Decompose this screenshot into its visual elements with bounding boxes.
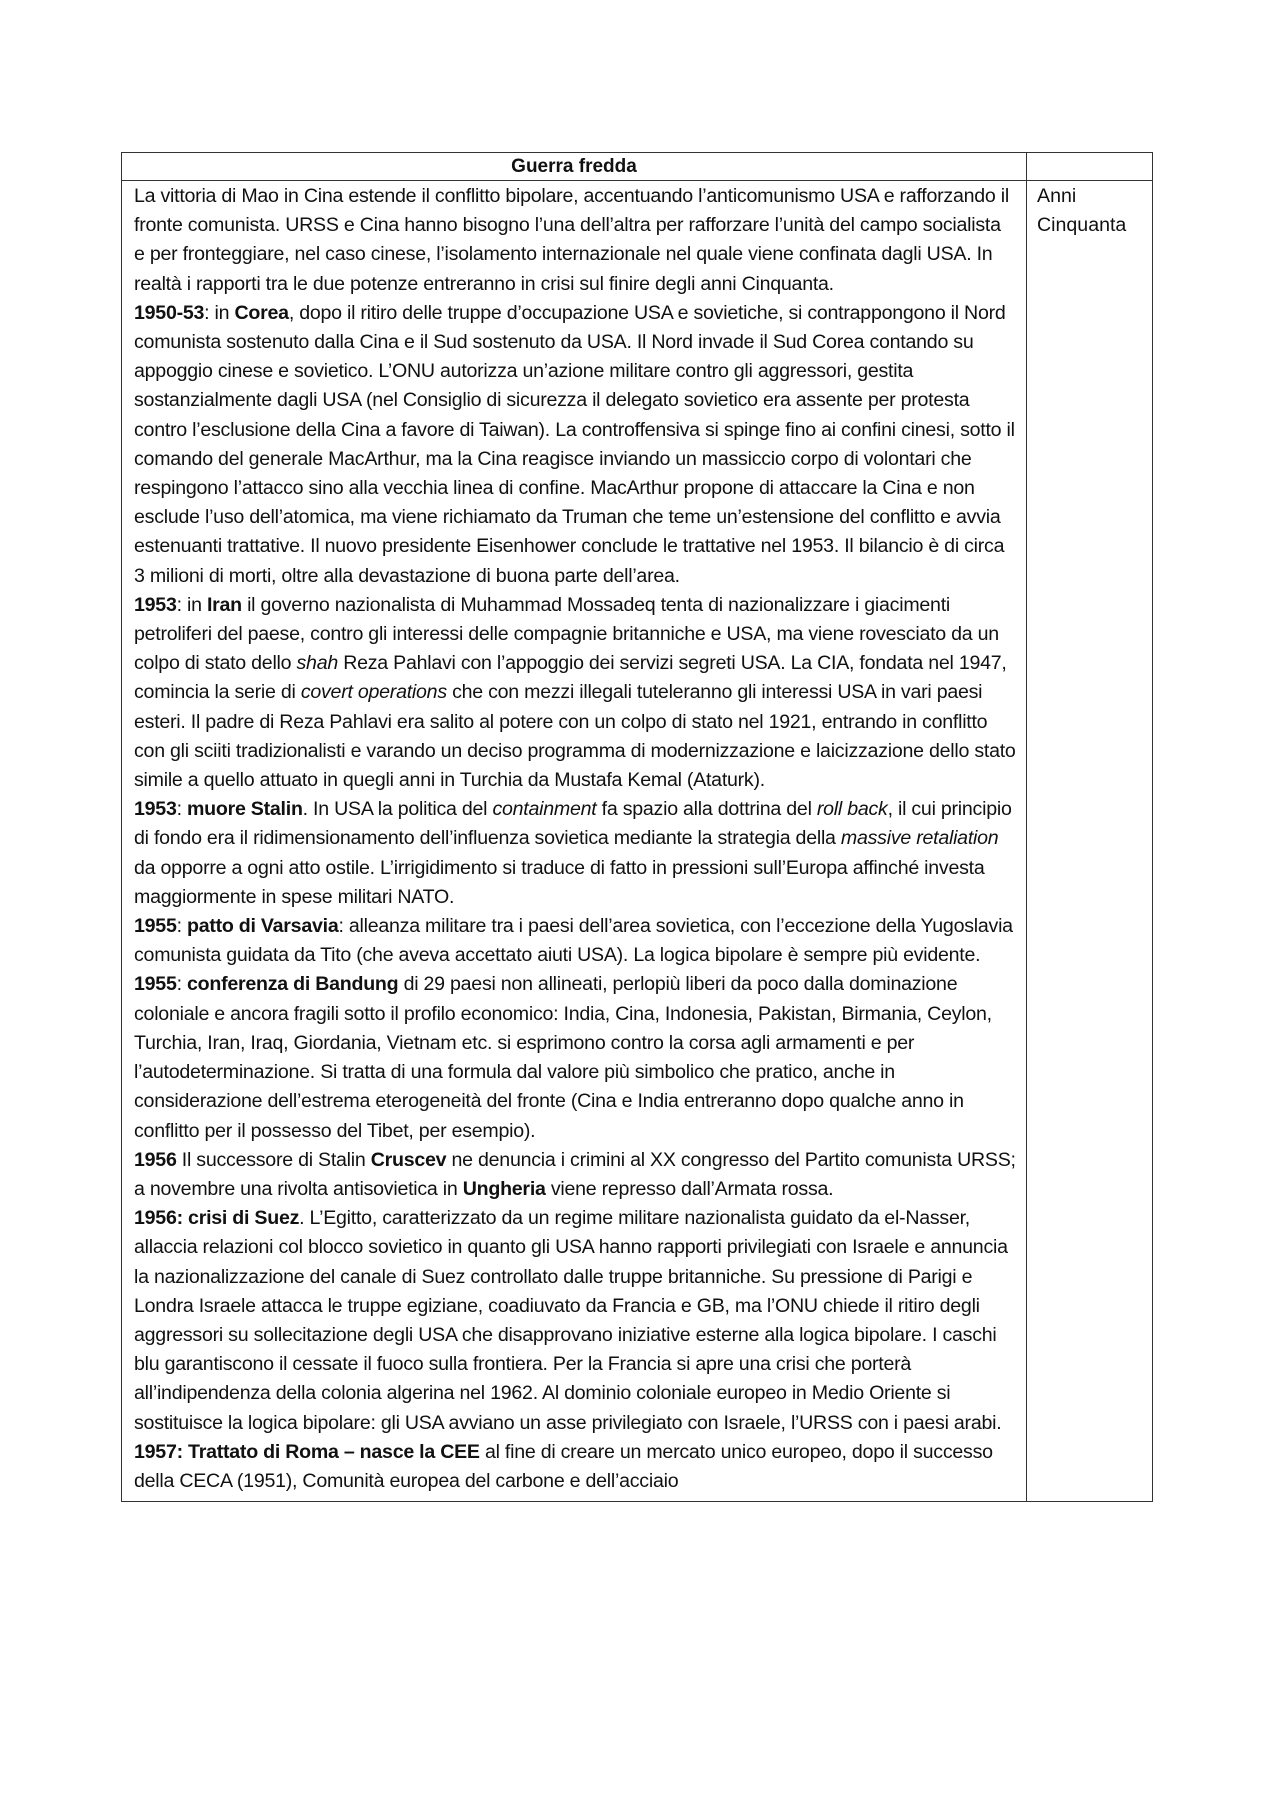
entry-italic: covert operations — [300, 681, 447, 704]
entry-text: al fine di creare un mercato unico europeo, dopo il successo della CECA (1951), Comunità europea del carbone e dell’acciaio — [134, 1440, 993, 1492]
table-body-row — [122, 181, 1153, 1502]
entry-text: da opporre a ogni atto ostile. L’irrigidimento si traduce di fatto in pressioni sull’Europa affinché investa maggiormente in spese militari NATO. — [134, 856, 985, 908]
entry-text: che con mezzi illegali tuteleranno gli interessi USA in vari paesi esteri. Il padre di Reza Pahlavi era salito al potere con un colpo di stato nel 1921, entrando in conflitto con gli sciiti tradizionalisti e varando un deciso programma di modernizzazione e laicizzazione dello stato simile a quello attuato in quegli anni in Turchia da Mustafa Kemal (Ataturk). — [134, 681, 1016, 792]
entry-date: 1953 — [134, 798, 177, 821]
entry-text: , dopo il ritiro delle truppe d’occupazione USA e sovietiche, si contrappongono il Nord comunista sostenuto dalla Cina e il Sud sostenuto da USA. Il Nord invade il Sud Corea contando su appoggio cinese e sovietico. L’ONU autorizza un’azione militare contro gli aggressori, gestita sostanzialmente dagli USA (nel Consiglio di sicurezza il delegato sovietico era assente per protesta contro l’esclusione della Cina a favore di Taiwan). La controffensiva si spinge fino ai confini cinesi, sotto il comando del generale MacArthur, ma la Cina reagisce inviando un massiccio corpo di volontari che respingono l’attacco sino alla vecchia linea di confine. MacArthur propone di attaccare la Cina e non esclude l’uso dell’atomica, ma viene richiamato da Truman che teme un’estensione del conflitto e avvia estenuanti trattative. Il nuovo presidente Eisenhower conclude le trattative nel 1953. Il bilancio è di circa 3 milioni di morti, oltre alla devastazione di buona parte dell’area. — [134, 301, 1015, 587]
entry-text: , il cui principio di fondo era il ridimensionamento dell’influenza sovietica mediante la strategia della — [134, 798, 1012, 850]
table-title: Guerra fredda — [122, 153, 1027, 181]
entry-date: 1956 — [134, 1148, 177, 1171]
entry-italic: containment — [492, 798, 597, 821]
entry-text: fa spazio alla dottrina del — [596, 798, 817, 821]
entry-head: 1956: crisi di Suez — [134, 1207, 300, 1230]
header-side-cell — [1027, 153, 1153, 181]
entry-name: Cruscev — [370, 1148, 447, 1171]
side-label-line: Cinquanta — [1037, 214, 1127, 237]
entry-iran — [134, 591, 1016, 795]
entry-text: viene represso dall’Armata rossa. — [545, 1177, 834, 1200]
entry-text: : in — [176, 593, 207, 616]
entry-italic: massive retaliation — [840, 827, 999, 850]
entry-head: muore Stalin — [186, 798, 303, 821]
entry-suez — [134, 1204, 1016, 1438]
history-table — [121, 152, 1153, 1502]
entry-text: di 29 paesi non allineati, perlopiù liberi da poco dalla dominazione coloniale e ancora fragili sotto il profilo economico: India, Cina, Indonesia, Pakistan, Birmania, Ceylon, Turchia, Iran, Iraq, Giordania, Vietnam etc. si esprimono contro la corsa agli armamenti e per l’autodeterminazione. Si tratta di una formula dal valore più simbolico che pratico, anche in considerazione dell’estrema eterogeneità del fronte (Cina e India entreranno dopo qualche anno in conflitto per il possesso del Tibet, per esempio). — [134, 973, 992, 1142]
table-header-row — [122, 153, 1153, 181]
entry-text: il governo nazionalista di Muhammad Mossadeq tenta di nazionalizzare i giacimenti petroliferi del paese, contro gli interessi delle compagnie britanniche e USA, ma viene rovesciato da un colpo di stato dello — [134, 593, 999, 675]
entry-head: conferenza di Bandung — [186, 973, 399, 996]
entry-head: 1957: Trattato di Roma – nasce la CEE — [134, 1440, 480, 1463]
entry-korea — [134, 299, 1016, 591]
side-label-line: Anni — [1037, 185, 1077, 207]
main-text-cell — [122, 181, 1027, 1502]
entry-text: : — [176, 798, 187, 821]
entry-text: . In USA la politica del — [302, 798, 493, 821]
entry-text: : — [176, 973, 187, 996]
entry-cruscev — [134, 1146, 1016, 1204]
entry-date: 1955 — [134, 915, 177, 938]
entry-text: : alleanza militare tra i paesi dell’area sovietica, con l’eccezione della Yugoslavia comunista guidata da Tito (che aveva accettato aiuti USA). La logica bipolare è sempre più evidente. — [134, 915, 1013, 967]
entry-italic: shah — [296, 652, 338, 675]
entry-bandung — [134, 970, 1016, 1145]
entry-varsavia — [134, 912, 1016, 970]
entry-text: . L’Egitto, caratterizzato da un regime militare nazionalista guidato da el-Nasser, allaccia relazioni col blocco sovietico in quanto gli USA hanno rapporti privilegiati con Israele e annuncia la nazionalizzazione del canale di Suez controllato dalle truppe britanniche. Su pressione di Parigi e Londra Israele attacca le truppe egiziane, coadiuvato da Francia e GB, ma l’ONU chiede il ritiro degli aggressori su sollecitazione degli USA che disapprovano iniziative esterne alla logica bipolare. I caschi blu garantiscono il cessate il fuoco sulla frontiera. Per la Francia si apre una crisi che porterà all’indipendenza della colonia algerina nel 1962. Al dominio coloniale europeo in Medio Oriente si sostituisce la logica bipolare: gli USA avviano un asse privilegiato con Israele, l’URSS con i paesi arabi. — [134, 1207, 1008, 1434]
entry-text: : in — [204, 301, 235, 324]
entry-text: Reza Pahlavi con l’appoggio dei servizi segreti USA. La CIA, fondata nel 1947, comincia la serie di — [134, 652, 1007, 704]
entry-date: 1950-53 — [134, 301, 205, 324]
entry-text: Il successore di Stalin — [176, 1148, 371, 1171]
entry-date: 1955 — [134, 973, 177, 996]
entry-text: : — [176, 915, 187, 938]
entry-place: Corea — [234, 301, 289, 324]
entry-text: ne denuncia i crimini al XX congresso del Partito comunista URSS; a novembre una rivolta antisovietica in — [134, 1148, 1016, 1200]
entry-place: Ungheria — [462, 1177, 546, 1200]
side-label-cell — [1027, 181, 1153, 1502]
entry-head: patto di Varsavia — [186, 915, 339, 938]
entry-italic: roll back — [816, 798, 888, 821]
intro-paragraph: La vittoria di Mao in Cina estende il conflitto bipolare, accentuando l’anticomunismo USA e rafforzando il fronte comunista. URSS e Cina hanno bisogno l’una dell’altra per rafforzare l’unità del campo socialista e per fronteggiare, nel caso cinese, l’isolamento internazionale nel quale viene confinata dagli USA. In realtà i rapporti tra le due potenze entreranno in crisi sul finire degli anni Cinquanta. — [134, 185, 1009, 295]
entry-roma — [134, 1438, 1016, 1496]
entry-date: 1953 — [134, 593, 177, 616]
entry-stalin — [134, 795, 1016, 912]
entry-place: Iran — [206, 593, 242, 616]
